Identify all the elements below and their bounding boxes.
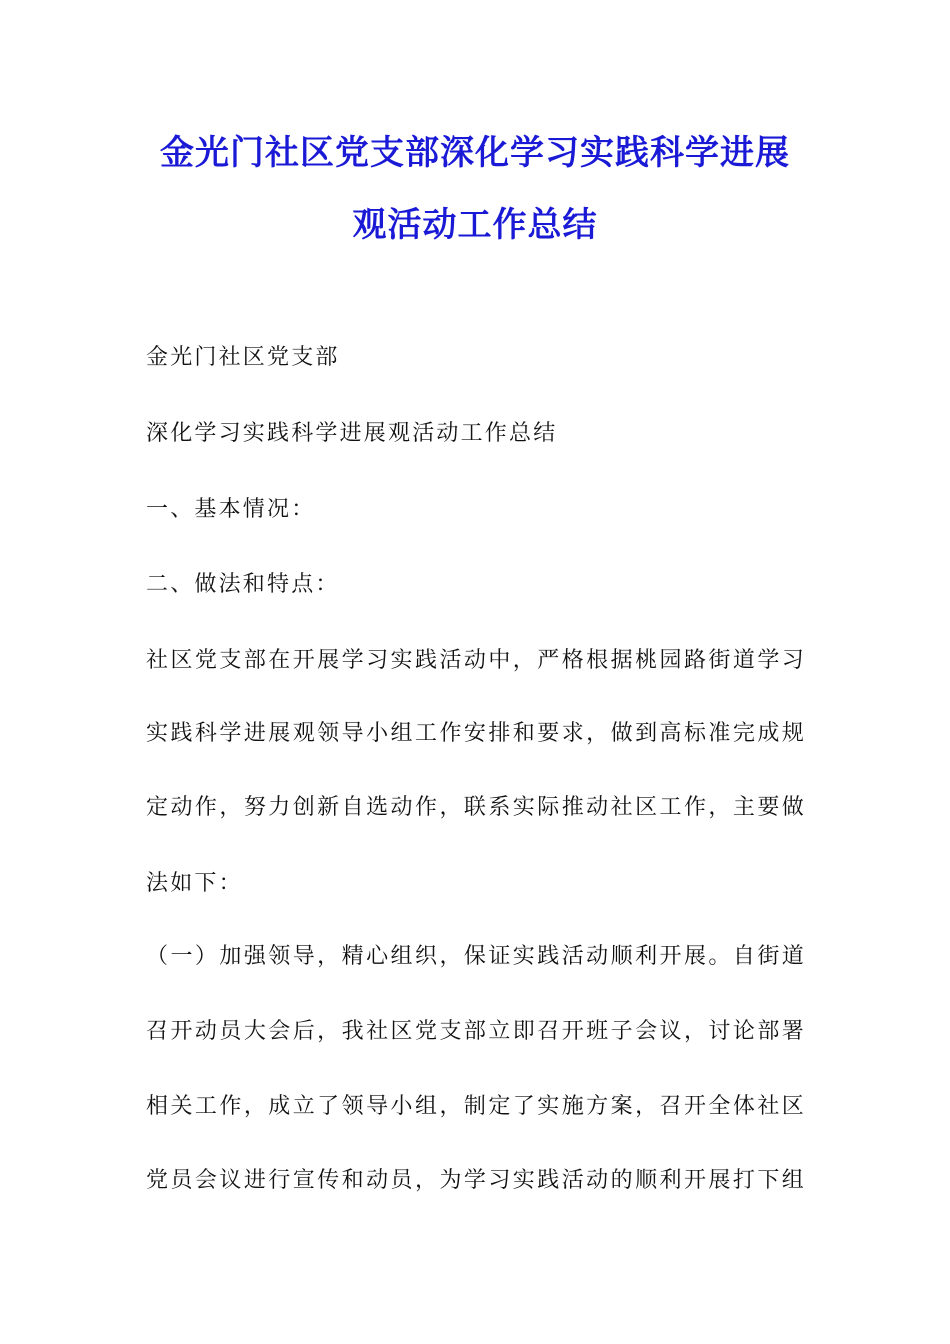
paragraph-line: 实践科学进展观领导小组工作安排和要求，做到高标准完成规 bbox=[146, 721, 806, 746]
document-title-line-2: 观活动工作总结 bbox=[352, 205, 598, 245]
org-name-line: 金光门社区党支部 bbox=[146, 345, 340, 370]
paragraph-line: 相关工作，成立了领导小组，制定了实施方案，召开全体社区 bbox=[146, 1094, 806, 1119]
paragraph-line: 社区党支部在开展学习实践活动中，严格根据桃园路街道学习 bbox=[146, 648, 806, 673]
paragraph-line: 党员会议进行宣传和动员，为学习实践活动的顺利开展打下组 bbox=[146, 1168, 806, 1193]
document-title-line-1: 金光门社区党支部深化学习实践科学进展 bbox=[160, 133, 790, 173]
section-heading-basic: 一、基本情况： bbox=[146, 497, 316, 522]
paragraph-line: 召开动员大会后，我社区党支部立即召开班子会议，讨论部署 bbox=[146, 1019, 806, 1044]
paragraph-line: （一）加强领导，精心组织，保证实践活动顺利开展。自街道 bbox=[146, 944, 806, 969]
paragraph-line: 定动作，努力创新自选动作，联系实际推动社区工作，主要做 bbox=[146, 795, 806, 820]
paragraph-line: 法如下： bbox=[146, 871, 243, 896]
subtitle-line: 深化学习实践科学进展观活动工作总结 bbox=[146, 421, 558, 446]
section-heading-practices: 二、做法和特点： bbox=[146, 572, 340, 597]
